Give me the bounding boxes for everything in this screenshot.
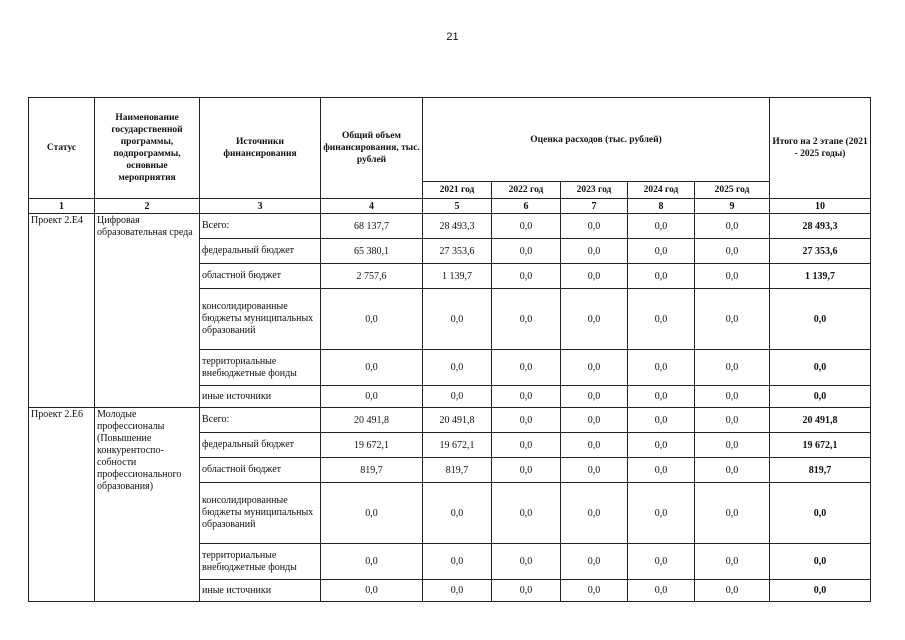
year-value-cell: 0,0: [695, 483, 770, 544]
funding-source: консолидированные бюджеты муниципальных образований: [200, 289, 321, 350]
year-value-cell: 0,0: [492, 580, 561, 602]
year-value-cell: 0,0: [423, 350, 492, 386]
year-value-cell: 0,0: [695, 458, 770, 483]
stage-total-cell: 0,0: [770, 483, 871, 544]
header-expense-estimate: Оценка расходов (тыс. рублей): [423, 98, 770, 182]
year-value-cell: 0,0: [492, 408, 561, 433]
header-status: Статус: [29, 98, 95, 199]
page-number: 21: [446, 31, 459, 43]
year-value-cell: 0,0: [695, 386, 770, 408]
stage-total-cell: 0,0: [770, 386, 871, 408]
year-value-cell: 0,0: [423, 289, 492, 350]
table-row: [29, 408, 871, 433]
funding-source: областной бюджет: [200, 458, 321, 483]
column-number: 6: [492, 199, 561, 214]
year-value-cell: 28 493,3: [423, 214, 492, 239]
year-value-cell: 0,0: [628, 214, 695, 239]
total-volume-cell: 819,7: [321, 458, 423, 483]
year-value-cell: 0,0: [695, 214, 770, 239]
funding-source: консолидированные бюджеты муниципальных образований: [200, 483, 321, 544]
project-name: Цифровая образовательная среда: [95, 214, 200, 408]
header-sources: Источники финансирования: [200, 98, 321, 199]
year-value-cell: 0,0: [561, 214, 628, 239]
funding-source: территориальные внебюджетные фонды: [200, 544, 321, 580]
funding-source: областной бюджет: [200, 264, 321, 289]
year-value-cell: 0,0: [628, 580, 695, 602]
column-number: 3: [200, 199, 321, 214]
year-value-cell: 1 139,7: [423, 264, 492, 289]
stage-total-cell: 0,0: [770, 350, 871, 386]
year-value-cell: 20 491,8: [423, 408, 492, 433]
year-value-cell: 0,0: [628, 386, 695, 408]
year-value-cell: 0,0: [492, 483, 561, 544]
year-value-cell: 0,0: [628, 264, 695, 289]
year-value-cell: 0,0: [628, 483, 695, 544]
year-value-cell: 0,0: [561, 544, 628, 580]
year-value-cell: 0,0: [561, 239, 628, 264]
total-volume-cell: 0,0: [321, 483, 423, 544]
project-name: Молодые профессионалы (Повышение конкурентоспо-собности профессионального образования): [95, 408, 200, 602]
year-value-cell: 0,0: [695, 408, 770, 433]
year-value-cell: 0,0: [561, 433, 628, 458]
total-volume-cell: 68 137,7: [321, 214, 423, 239]
year-value-cell: 0,0: [628, 408, 695, 433]
funding-source: Всего:: [200, 214, 321, 239]
year-value-cell: 0,0: [695, 289, 770, 350]
year-value-cell: 0,0: [423, 386, 492, 408]
year-value-cell: 0,0: [561, 483, 628, 544]
year-value-cell: 0,0: [492, 350, 561, 386]
year-value-cell: 0,0: [492, 544, 561, 580]
year-value-cell: 0,0: [561, 408, 628, 433]
year-value-cell: 0,0: [492, 458, 561, 483]
year-value-cell: 0,0: [492, 386, 561, 408]
total-volume-cell: 0,0: [321, 386, 423, 408]
project-status: Проект 2.Е6: [29, 408, 95, 602]
year-value-cell: 0,0: [423, 544, 492, 580]
stage-total-cell: 28 493,3: [770, 214, 871, 239]
year-value-cell: 0,0: [561, 458, 628, 483]
year-value-cell: 0,0: [561, 289, 628, 350]
financing-table: [28, 97, 871, 602]
stage-total-cell: 1 139,7: [770, 264, 871, 289]
funding-source: федеральный бюджет: [200, 433, 321, 458]
total-volume-cell: 0,0: [321, 289, 423, 350]
column-number: 9: [695, 199, 770, 214]
year-value-cell: 0,0: [492, 289, 561, 350]
year-value-cell: 0,0: [561, 386, 628, 408]
total-volume-cell: 0,0: [321, 544, 423, 580]
column-number: 8: [628, 199, 695, 214]
column-number: 10: [770, 199, 871, 214]
funding-source: иные источники: [200, 386, 321, 408]
funding-source: федеральный бюджет: [200, 239, 321, 264]
column-number: 4: [321, 199, 423, 214]
year-value-cell: 819,7: [423, 458, 492, 483]
column-number: 7: [561, 199, 628, 214]
project-status: Проект 2.Е4: [29, 214, 95, 408]
column-number: 2: [95, 199, 200, 214]
year-value-cell: 0,0: [628, 458, 695, 483]
header-stage-total: Итого на 2 этапе (2021 - 2025 годы): [770, 98, 871, 199]
total-volume-cell: 0,0: [321, 350, 423, 386]
total-volume-cell: 0,0: [321, 580, 423, 602]
stage-total-cell: 819,7: [770, 458, 871, 483]
table-row: [29, 214, 871, 239]
year-value-cell: 0,0: [628, 239, 695, 264]
year-value-cell: 0,0: [561, 580, 628, 602]
year-value-cell: 0,0: [628, 433, 695, 458]
year-value-cell: 0,0: [695, 580, 770, 602]
year-value-cell: 0,0: [561, 350, 628, 386]
year-value-cell: 0,0: [561, 264, 628, 289]
year-value-cell: 19 672,1: [423, 433, 492, 458]
year-value-cell: 0,0: [695, 544, 770, 580]
header-program-name: Наименование государственной программы, подпрограммы, основные мероприятия: [95, 98, 200, 199]
year-value-cell: 0,0: [695, 239, 770, 264]
total-volume-cell: 2 757,6: [321, 264, 423, 289]
header-year-2022: 2022 год: [492, 182, 561, 199]
header-year-2024: 2024 год: [628, 182, 695, 199]
stage-total-cell: 0,0: [770, 289, 871, 350]
stage-total-cell: 20 491,8: [770, 408, 871, 433]
stage-total-cell: 0,0: [770, 544, 871, 580]
year-value-cell: 0,0: [695, 433, 770, 458]
header-year-2025: 2025 год: [695, 182, 770, 199]
year-value-cell: 0,0: [492, 214, 561, 239]
stage-total-cell: 19 672,1: [770, 433, 871, 458]
column-number-row: [29, 199, 871, 214]
year-value-cell: 0,0: [695, 264, 770, 289]
year-value-cell: 0,0: [492, 433, 561, 458]
funding-source: территориальные внебюджетные фонды: [200, 350, 321, 386]
year-value-cell: 0,0: [628, 289, 695, 350]
header-year-2023: 2023 год: [561, 182, 628, 199]
column-number: 1: [29, 199, 95, 214]
year-value-cell: 0,0: [423, 580, 492, 602]
year-value-cell: 0,0: [628, 350, 695, 386]
header-total-volume: Общий объем финансирования, тыс. рублей: [321, 98, 423, 199]
year-value-cell: 0,0: [492, 239, 561, 264]
year-value-cell: 0,0: [423, 483, 492, 544]
funding-source: Всего:: [200, 408, 321, 433]
year-value-cell: 0,0: [695, 350, 770, 386]
funding-source: иные источники: [200, 580, 321, 602]
total-volume-cell: 19 672,1: [321, 433, 423, 458]
year-value-cell: 0,0: [492, 264, 561, 289]
stage-total-cell: 27 353,6: [770, 239, 871, 264]
year-value-cell: 0,0: [628, 544, 695, 580]
header-year-2021: 2021 год: [423, 182, 492, 199]
total-volume-cell: 20 491,8: [321, 408, 423, 433]
stage-total-cell: 0,0: [770, 580, 871, 602]
year-value-cell: 27 353,6: [423, 239, 492, 264]
total-volume-cell: 65 380,1: [321, 239, 423, 264]
column-number: 5: [423, 199, 492, 214]
